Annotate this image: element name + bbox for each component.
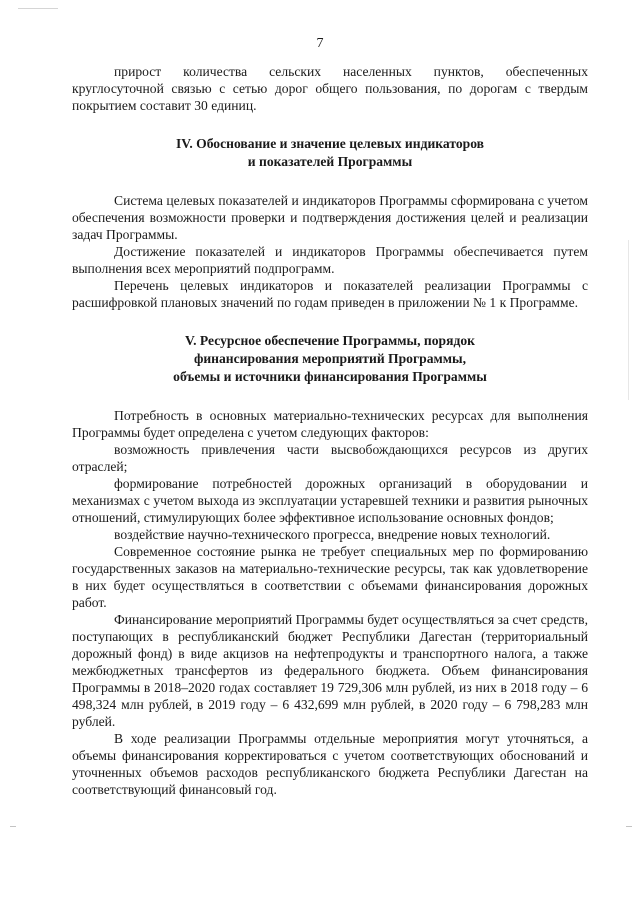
- section5-paragraph: формирование потребностей дорожных организаций в оборудовании и механизмах с учетом выхода из эксплуатации устаревшей техники и развития рыночных отношений, стимулирующих более эффективное использование основных фондов;: [72, 476, 588, 525]
- section4-paragraph: Система целевых показателей и индикаторов Программы сформирована с учетом обеспечения возможности проверки и подтверждения достижения целей и реализации задач Программы.: [72, 193, 588, 242]
- section4-paragraph: Перечень целевых индикаторов и показателей реализации Программы с расшифровкой плановых значений по годам приведен в приложении № 1 к Программе.: [72, 278, 588, 310]
- section5-paragraph: возможность привлечения части высвобождающихся ресурсов из других отраслей;: [72, 442, 588, 474]
- section5-title-line2: финансирования мероприятий Программы,: [193, 351, 467, 366]
- section4-title-line2: и показателей Программы: [247, 154, 413, 169]
- scan-mark-top-left: [18, 8, 58, 9]
- document-body: [72, 63, 588, 798]
- section5-paragraph: Современное состояние рынка не требует специальных мер по формированию государственных заказов на материально-технические ресурсы, так как удовлетворение в них будет осуществляться в соответствии с объемами финансирования дорожных работ.: [72, 544, 588, 610]
- section5-paragraph: Потребность в основных материально-технических ресурсах для выполнения Программы будет определена с учетом следующих факторов:: [72, 408, 588, 440]
- section5-paragraph: Финансирование мероприятий Программы будет осуществляться за счет средств, поступающих в республиканский бюджет Республики Дагестан (территориальный дорожный фонд) в виде акцизов на нефтепродукты и транспортного налога, а также межбюджетных трансфертов из федерального бюджета. Объем финансирования Программы в 2018–2020 годах составляет 19 729,306 млн рублей, из них в 2018 году – 6 498,324 млн рублей, в 2019 году – 6 432,699 млн рублей, в 2020 году – 6 798,283 млн рублей.: [72, 612, 588, 729]
- scan-mark-bottom-left: [10, 826, 16, 827]
- section5-paragraph: воздействие научно-технического прогресса, внедрение новых технологий.: [114, 527, 551, 542]
- section4-title-line1: IV. Обоснование и значение целевых индикаторов: [175, 136, 485, 151]
- section5-paragraph: В ходе реализации Программы отдельные мероприятия могут уточняться, а объемы финансирования корректироваться с учетом соответствующих обоснований и уточненных объемов расходов республиканского бюджета Республики Дагестан на соответствующий финансовый год.: [72, 731, 588, 797]
- section4-paragraph: Достижение показателей и индикаторов Программы обеспечивается путем выполнения всех мероприятий подпрограмм.: [72, 244, 588, 276]
- page-number: 7: [316, 36, 324, 51]
- scan-mark-right-edge: [628, 240, 629, 400]
- section5-title-line3: объемы и источники финансирования Программы: [173, 369, 487, 384]
- intro-paragraph: прирост количества сельских населенных пунктов, обеспеченных круглосуточной связью с сетью дорог общего пользования, по дорогам с твердым покрытием составит 30 единиц.: [72, 64, 588, 113]
- section5-title-line1: V. Ресурсное обеспечение Программы, порядок: [185, 333, 475, 348]
- scan-mark-bottom-right: [626, 826, 632, 827]
